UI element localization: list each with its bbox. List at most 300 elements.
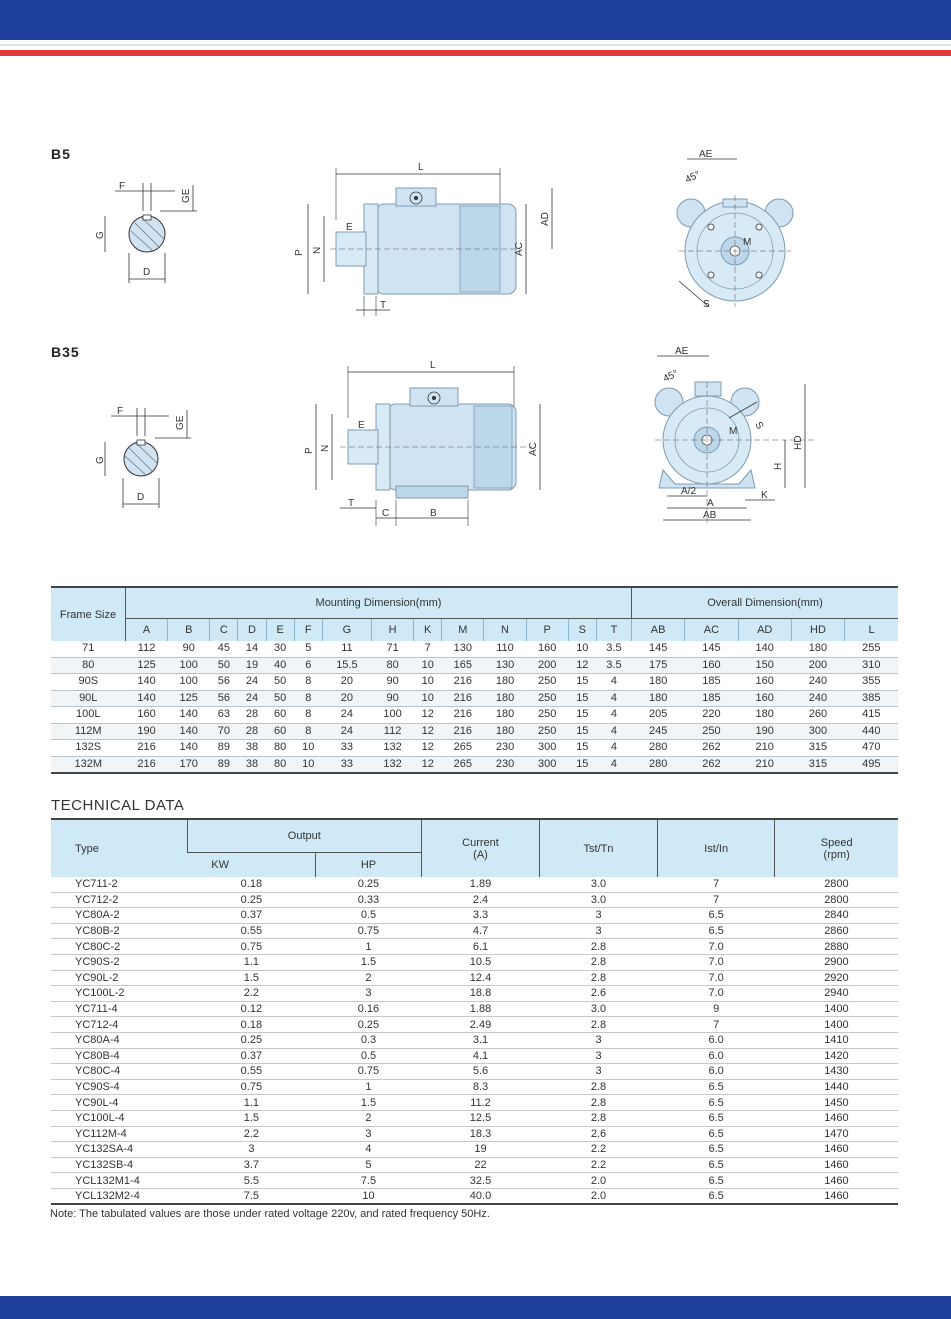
tech-value-cell: 3 (540, 1032, 658, 1048)
mount-value-cell: 7 (414, 641, 442, 657)
tech-row (51, 970, 898, 986)
mount-value-cell: 110 (484, 641, 526, 657)
tech-value-cell: 3.7 (187, 1157, 315, 1173)
mount-value-cell: 12 (568, 657, 596, 674)
mount-value-cell: 4 (596, 756, 631, 773)
mount-col-header: H (372, 619, 414, 642)
mount-value-cell: 14 (238, 641, 266, 657)
tech-value-cell: 1400 (775, 1017, 898, 1033)
tech-value-cell: 40.0 (421, 1188, 539, 1204)
tech-value-cell: 0.18 (187, 877, 315, 892)
mount-value-cell: 28 (238, 707, 266, 724)
tech-value-cell: 7.0 (657, 986, 774, 1002)
mount-value-cell: 140 (738, 641, 791, 657)
mount-value-cell: 180 (632, 674, 685, 691)
footnote: Note: The tabulated values are those under rated voltage 220v, and rated frequency 50Hz. (50, 1208, 490, 1220)
mount-value-cell: 130 (442, 641, 484, 657)
tech-value-cell: 7 (657, 877, 774, 892)
tech-row (51, 908, 898, 924)
mount-value-cell: 140 (168, 740, 210, 757)
tech-value-cell: 10.5 (421, 954, 539, 970)
b5-label-N: N (312, 246, 323, 254)
tech-value-cell: 6.5 (657, 1079, 774, 1095)
mount-value-cell: 80 (372, 657, 414, 674)
mount-value-cell: 180 (484, 674, 526, 691)
mount-value-cell: 280 (632, 756, 685, 773)
tech-value-cell: 1.5 (187, 1110, 315, 1126)
mount-value-cell: 170 (168, 756, 210, 773)
mount-value-cell: 19 (238, 657, 266, 674)
type-cell: YC712-2 (51, 892, 187, 908)
tech-value-cell: 1.5 (316, 954, 422, 970)
tech-value-cell: 0.25 (316, 1017, 422, 1033)
tech-value-cell: 5.6 (421, 1064, 539, 1080)
b5-label-45: 45° (683, 169, 702, 186)
tech-value-cell: 2.2 (187, 1126, 315, 1142)
mount-row (51, 641, 898, 657)
tech-value-cell: 0.3 (316, 1032, 422, 1048)
mount-value-cell: 8 (294, 723, 322, 740)
mount-value-cell: 230 (484, 756, 526, 773)
tech-value-cell: 0.55 (187, 1064, 315, 1080)
b5-label-F: F (119, 181, 126, 192)
mount-col-header: M (442, 619, 484, 642)
b35-end-view-drawing (645, 342, 825, 532)
tech-value-cell: 7 (657, 1017, 774, 1033)
frame-size-cell: 71 (51, 641, 126, 657)
mount-value-cell: 265 (442, 740, 484, 757)
tech-row (51, 1142, 898, 1158)
mount-value-cell: 190 (738, 723, 791, 740)
mount-value-cell: 470 (845, 740, 898, 757)
tech-value-cell: 2.6 (540, 1126, 658, 1142)
hp-header: HP (316, 853, 422, 878)
tech-value-cell: 6.5 (657, 1095, 774, 1111)
tech-value-cell: 10 (316, 1188, 422, 1204)
mount-value-cell: 355 (845, 674, 898, 691)
tech-value-cell: 0.75 (316, 1064, 422, 1080)
speed-header-label: Speed (820, 836, 853, 849)
b35-label-E: E (358, 420, 365, 431)
tech-value-cell: 0.16 (316, 1001, 422, 1017)
mount-col-header: C (210, 619, 238, 642)
tech-value-cell: 2.0 (540, 1173, 658, 1189)
mount-value-cell: 150 (738, 657, 791, 674)
tech-value-cell: 2.0 (540, 1188, 658, 1204)
mount-value-cell: 216 (442, 690, 484, 707)
tech-value-cell: 1400 (775, 1001, 898, 1017)
mount-value-cell: 160 (526, 641, 568, 657)
tech-value-cell: 6.0 (657, 1064, 774, 1080)
type-cell: YC100L-2 (51, 986, 187, 1002)
b35-label-B: B (430, 508, 437, 519)
type-cell: YC80C-2 (51, 939, 187, 955)
mount-value-cell: 245 (632, 723, 685, 740)
mount-value-cell: 4 (596, 690, 631, 707)
mount-value-cell: 210 (738, 756, 791, 773)
tech-value-cell: 2.8 (540, 1079, 658, 1095)
frame-size-cell: 80 (51, 657, 126, 674)
mount-value-cell: 145 (685, 641, 738, 657)
mount-value-cell: 89 (210, 740, 238, 757)
tech-row (51, 954, 898, 970)
mount-col-header: K (414, 619, 442, 642)
tech-value-cell: 2.49 (421, 1017, 539, 1033)
mount-value-cell: 175 (632, 657, 685, 674)
tech-value-cell: 7.5 (187, 1188, 315, 1204)
b5-label-M: M (743, 237, 752, 248)
mount-value-cell: 495 (845, 756, 898, 773)
kw-header: KW (187, 853, 315, 878)
tech-value-cell: 2.8 (540, 1017, 658, 1033)
b35-side-view-drawing (300, 358, 560, 528)
tech-row (51, 1157, 898, 1173)
mount-value-cell: 70 (210, 723, 238, 740)
mount-value-cell: 145 (632, 641, 685, 657)
frame-size-cell: 132M (51, 756, 126, 773)
mount-col-header: P (526, 619, 568, 642)
tech-value-cell: 7 (657, 892, 774, 908)
mount-value-cell: 262 (685, 740, 738, 757)
mount-value-cell: 63 (210, 707, 238, 724)
mount-value-cell: 80 (266, 740, 294, 757)
mount-value-cell: 310 (845, 657, 898, 674)
b35-shaft-section-drawing (85, 400, 205, 510)
type-cell: YC132SA-4 (51, 1142, 187, 1158)
b35-label-T: T (348, 498, 355, 509)
mount-value-cell: 200 (791, 657, 844, 674)
tech-value-cell: 18.8 (421, 986, 539, 1002)
mount-value-cell: 315 (791, 756, 844, 773)
tech-value-cell: 11.2 (421, 1095, 539, 1111)
tech-value-cell: 6.0 (657, 1048, 774, 1064)
mount-value-cell: 40 (266, 657, 294, 674)
tech-value-cell: 0.25 (187, 892, 315, 908)
type-cell: YC90L-4 (51, 1095, 187, 1111)
type-cell: YC90S-2 (51, 954, 187, 970)
tech-value-cell: 2900 (775, 954, 898, 970)
mount-value-cell: 24 (238, 674, 266, 691)
footer-band (0, 1296, 951, 1319)
mount-value-cell: 132 (372, 756, 414, 773)
tech-row (51, 923, 898, 939)
mount-value-cell: 15 (568, 740, 596, 757)
mount-value-cell: 262 (685, 756, 738, 773)
mount-value-cell: 24 (322, 723, 371, 740)
tech-row (51, 1048, 898, 1064)
tech-value-cell: 6.5 (657, 908, 774, 924)
mount-value-cell: 15 (568, 674, 596, 691)
tech-row (51, 1126, 898, 1142)
b5-label-AC: AC (514, 242, 525, 256)
b35-label-M: M (729, 426, 738, 437)
tech-value-cell: 3.0 (540, 892, 658, 908)
mount-value-cell: 28 (238, 723, 266, 740)
mount-value-cell: 89 (210, 756, 238, 773)
b5-shaft-section-drawing (85, 175, 205, 285)
b35-label-N: N (320, 444, 331, 452)
mount-value-cell: 33 (322, 740, 371, 757)
tech-value-cell: 2.4 (421, 892, 539, 908)
mount-value-cell: 260 (791, 707, 844, 724)
mount-value-cell: 180 (791, 641, 844, 657)
mount-value-cell: 10 (568, 641, 596, 657)
mount-col-header: N (484, 619, 526, 642)
mount-value-cell: 315 (791, 740, 844, 757)
mount-value-cell: 71 (372, 641, 414, 657)
mount-value-cell: 185 (685, 674, 738, 691)
mount-value-cell: 140 (168, 723, 210, 740)
mount-value-cell: 10 (414, 674, 442, 691)
b35-label-AC: AC (528, 442, 539, 456)
tech-value-cell: 2.8 (540, 939, 658, 955)
mount-value-cell: 4 (596, 707, 631, 724)
mount-value-cell: 45 (210, 641, 238, 657)
b35-label-AE: AE (675, 346, 689, 357)
frame-size-cell: 132S (51, 740, 126, 757)
tech-value-cell: 0.37 (187, 908, 315, 924)
type-header: Type (51, 819, 187, 877)
tech-value-cell: 4.1 (421, 1048, 539, 1064)
b35-label-P: P (304, 447, 315, 454)
tech-value-cell: 0.12 (187, 1001, 315, 1017)
b5-label-P: P (294, 249, 305, 256)
mount-col-header: G (322, 619, 371, 642)
section-b5-label: B5 (51, 146, 71, 162)
type-cell: YC80C-4 (51, 1064, 187, 1080)
tech-row (51, 1173, 898, 1189)
tech-value-cell: 6.5 (657, 1157, 774, 1173)
tech-row (51, 986, 898, 1002)
tech-value-cell: 2920 (775, 970, 898, 986)
b5-side-view-drawing (290, 160, 560, 320)
type-cell: YC711-2 (51, 877, 187, 892)
mount-value-cell: 4 (596, 674, 631, 691)
mount-col-header: B (168, 619, 210, 642)
mounting-dimension-header: Mounting Dimension(mm) (126, 587, 632, 619)
tech-value-cell: 1 (316, 939, 422, 955)
tech-value-cell: 1420 (775, 1048, 898, 1064)
mount-value-cell: 4 (596, 740, 631, 757)
mount-value-cell: 8 (294, 707, 322, 724)
tech-value-cell: 0.75 (187, 1079, 315, 1095)
mount-value-cell: 12 (414, 756, 442, 773)
mount-value-cell: 265 (442, 756, 484, 773)
mount-value-cell: 205 (632, 707, 685, 724)
b35-label-AB: AB (703, 510, 717, 521)
technical-data-title: TECHNICAL DATA (51, 797, 185, 814)
b35-label-A: A (707, 498, 714, 509)
mount-col-header: F (294, 619, 322, 642)
ist-in-header: Ist/In (657, 819, 774, 877)
b35-label-F: F (117, 406, 124, 417)
mount-value-cell: 60 (266, 707, 294, 724)
b35-label-GE: GE (175, 415, 186, 430)
mount-value-cell: 240 (791, 674, 844, 691)
mount-col-header: T (596, 619, 631, 642)
b35-label-D: D (137, 492, 145, 503)
tech-value-cell: 7.0 (657, 939, 774, 955)
tech-value-cell: 6.5 (657, 1188, 774, 1204)
b5-label-D: D (143, 267, 151, 278)
tech-value-cell: 1.5 (187, 970, 315, 986)
mount-value-cell: 300 (526, 756, 568, 773)
b5-label-T: T (380, 300, 387, 311)
tech-value-cell: 0.75 (316, 923, 422, 939)
mount-row (51, 740, 898, 757)
tech-value-cell: 2.8 (540, 954, 658, 970)
tech-value-cell: 7.5 (316, 1173, 422, 1189)
mount-value-cell: 160 (126, 707, 168, 724)
type-cell: YC712-4 (51, 1017, 187, 1033)
mount-value-cell: 250 (526, 707, 568, 724)
mount-value-cell: 3.5 (596, 641, 631, 657)
tech-value-cell: 0.5 (316, 908, 422, 924)
type-cell: YC90S-4 (51, 1079, 187, 1095)
b35-label-HD: HD (793, 435, 804, 450)
tech-value-cell: 3 (540, 1048, 658, 1064)
b5-label-L: L (418, 162, 424, 173)
b35-label-S: S (752, 420, 766, 432)
tech-value-cell: 2.2 (187, 986, 315, 1002)
mount-col-header: D (238, 619, 266, 642)
tech-value-cell: 1410 (775, 1032, 898, 1048)
mount-value-cell: 190 (126, 723, 168, 740)
header-band (0, 0, 951, 40)
tech-row (51, 1017, 898, 1033)
mount-value-cell: 180 (738, 707, 791, 724)
tech-value-cell: 1.1 (187, 1095, 315, 1111)
mount-value-cell: 20 (322, 690, 371, 707)
b5-label-GE: GE (181, 188, 192, 203)
tech-value-cell: 3 (540, 923, 658, 939)
mount-value-cell: 230 (484, 740, 526, 757)
current-header (421, 819, 539, 877)
mount-value-cell: 300 (791, 723, 844, 740)
mount-value-cell: 100 (168, 657, 210, 674)
mount-value-cell: 180 (484, 707, 526, 724)
mount-value-cell: 255 (845, 641, 898, 657)
tech-value-cell: 3.0 (540, 1001, 658, 1017)
mount-value-cell: 160 (685, 657, 738, 674)
type-cell: YC112M-4 (51, 1126, 187, 1142)
tech-value-cell: 6.5 (657, 923, 774, 939)
tech-value-cell: 5.5 (187, 1173, 315, 1189)
mount-row (51, 674, 898, 691)
mount-value-cell: 250 (526, 690, 568, 707)
mount-value-cell: 180 (632, 690, 685, 707)
technical-data-table (51, 818, 898, 1205)
tech-value-cell: 6.1 (421, 939, 539, 955)
tech-row (51, 877, 898, 892)
mount-col-header: A (126, 619, 168, 642)
tech-value-cell: 2.6 (540, 986, 658, 1002)
mount-value-cell: 180 (484, 690, 526, 707)
mount-value-cell: 6 (294, 657, 322, 674)
tech-value-cell: 1460 (775, 1173, 898, 1189)
mount-value-cell: 15 (568, 707, 596, 724)
tech-value-cell: 6.0 (657, 1032, 774, 1048)
mount-value-cell: 10 (294, 756, 322, 773)
tech-value-cell: 3 (316, 1126, 422, 1142)
tech-value-cell: 4 (316, 1142, 422, 1158)
tst-tn-header: Tst/Tn (540, 819, 658, 877)
b35-label-H: H (773, 462, 784, 470)
tech-value-cell: 6.5 (657, 1110, 774, 1126)
header-red-stripe (0, 50, 951, 56)
b5-end-view-drawing (665, 145, 815, 315)
tech-value-cell: 0.55 (187, 923, 315, 939)
tech-value-cell: 4.7 (421, 923, 539, 939)
overall-dimension-header: Overall Dimension(mm) (632, 587, 899, 619)
type-cell: YC132SB-4 (51, 1157, 187, 1173)
tech-value-cell: 0.33 (316, 892, 422, 908)
tech-row (51, 1064, 898, 1080)
mount-value-cell: 216 (442, 674, 484, 691)
section-b35-label: B35 (51, 344, 80, 360)
mount-value-cell: 112 (126, 641, 168, 657)
mount-row (51, 690, 898, 707)
tech-value-cell: 1.89 (421, 877, 539, 892)
tech-value-cell: 22 (421, 1157, 539, 1173)
speed-header (775, 819, 898, 877)
tech-value-cell: 2 (316, 1110, 422, 1126)
frame-size-cell: 112M (51, 723, 126, 740)
tech-value-cell: 1430 (775, 1064, 898, 1080)
tech-value-cell: 2860 (775, 923, 898, 939)
tech-value-cell: 18.3 (421, 1126, 539, 1142)
tech-value-cell: 2840 (775, 908, 898, 924)
mount-value-cell: 11 (322, 641, 371, 657)
mount-value-cell: 10 (414, 690, 442, 707)
tech-value-cell: 8.3 (421, 1079, 539, 1095)
frame-size-header: Frame Size (51, 587, 126, 641)
mount-col-header: AB (632, 619, 685, 642)
b35-label-L: L (430, 360, 436, 371)
tech-value-cell: 12.5 (421, 1110, 539, 1126)
tech-row (51, 1110, 898, 1126)
mount-value-cell: 160 (738, 674, 791, 691)
tech-value-cell: 12.4 (421, 970, 539, 986)
tech-row (51, 892, 898, 908)
mount-value-cell: 280 (632, 740, 685, 757)
tech-value-cell: 6.5 (657, 1173, 774, 1189)
b5-label-E: E (346, 222, 353, 233)
type-cell: YC80A-4 (51, 1032, 187, 1048)
tech-value-cell: 19 (421, 1142, 539, 1158)
tech-value-cell: 0.25 (187, 1032, 315, 1048)
mount-col-header: AD (738, 619, 791, 642)
tech-value-cell: 0.18 (187, 1017, 315, 1033)
mount-value-cell: 90 (372, 690, 414, 707)
tech-value-cell: 2 (316, 970, 422, 986)
mount-value-cell: 185 (685, 690, 738, 707)
mounting-dimension-table (51, 586, 898, 774)
mount-value-cell: 300 (526, 740, 568, 757)
mount-value-cell: 140 (126, 690, 168, 707)
mount-value-cell: 90 (372, 674, 414, 691)
mount-value-cell: 60 (266, 723, 294, 740)
tech-row (51, 939, 898, 955)
b5-label-S: S (703, 299, 710, 310)
mount-value-cell: 180 (484, 723, 526, 740)
mount-col-header: E (266, 619, 294, 642)
tech-value-cell: 1460 (775, 1142, 898, 1158)
current-header-label: Current (462, 836, 499, 849)
tech-value-cell: 1.1 (187, 954, 315, 970)
tech-value-cell: 3 (540, 908, 658, 924)
type-cell: YC80B-2 (51, 923, 187, 939)
